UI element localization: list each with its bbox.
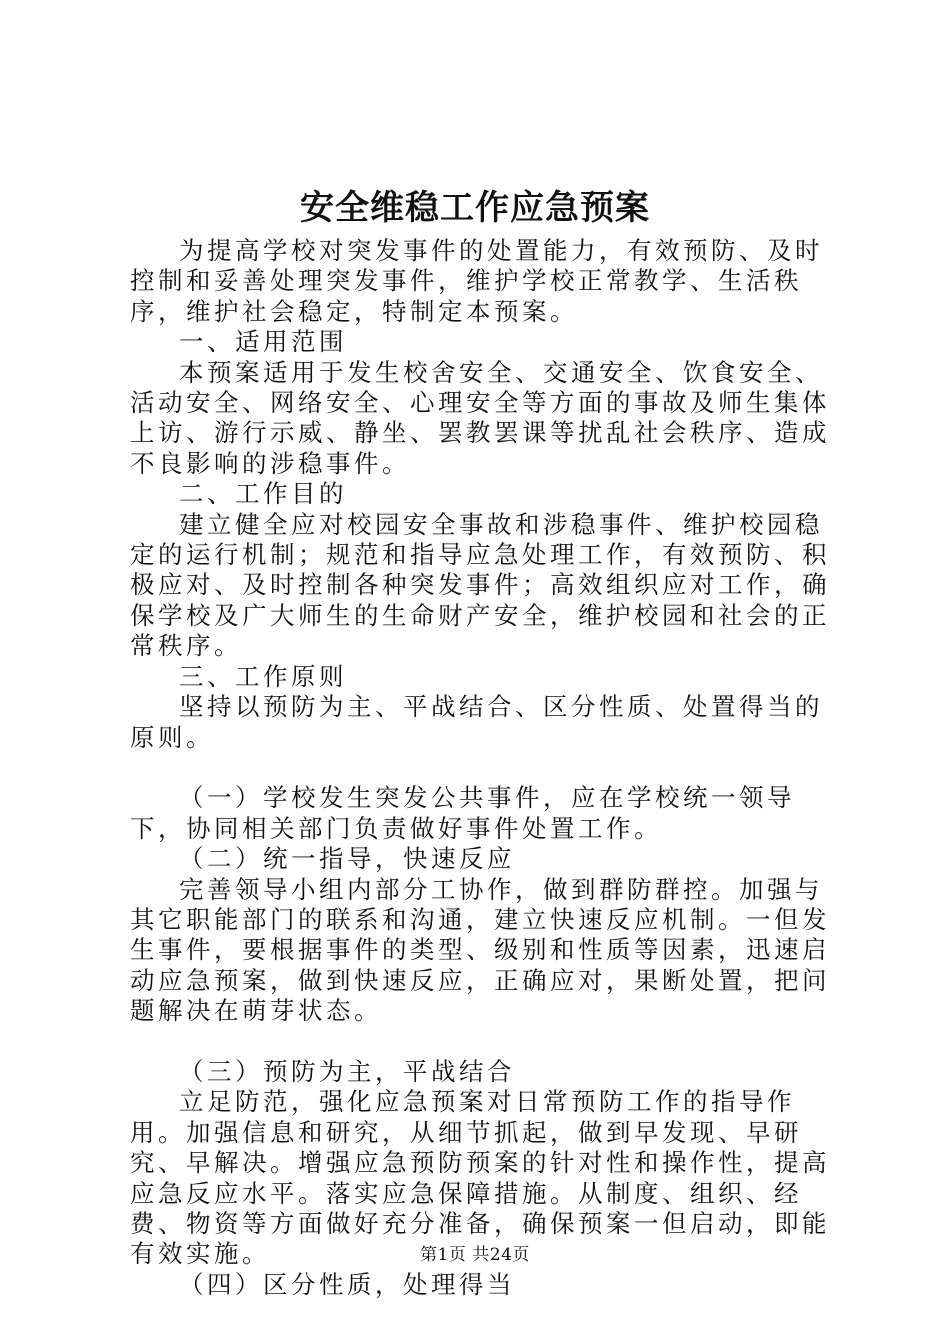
section-heading-purpose: 二、工作目的: [179, 479, 347, 509]
principle-2-heading: （二）统一指导，快速反应: [179, 844, 515, 874]
section-heading-principles: 三、工作原则: [179, 661, 347, 691]
principle-1-paragraph: （一）学校发生突发公共事件，应在学校统一领导下，协同相关部门负责做好事件处置工作。: [130, 783, 795, 843]
purpose-paragraph: 建立健全应对校园安全事故和涉稳事件、维护校园稳定的运行机制；规范和指导应急处理工作，有效预防、积极应对、及时控制各种突发事件；高效组织应对工作，确保学校及广大师生的生命财产安全，维护校园和社会的正常秩序。: [130, 509, 830, 661]
paragraph-gap: [130, 753, 842, 783]
principle-3-heading: （三）预防为主，平战结合: [179, 1056, 515, 1086]
scope-paragraph: 本预案适用于发生校舍安全、交通安全、饮食安全、活动安全、网络安全、心理安全等方面的事故及师生集体上访、游行示威、静坐、罢教罢课等扰乱社会秩序、造成不良影响的涉稳事件。: [130, 357, 830, 478]
principle-3-paragraph: 立足防范，强化应急预案对日常预防工作的指导作用。加强信息和研究，从细节抓起，做到早发现、早研究、早解决。增强应急预防预案的针对性和操作性，提高应急反应水平。落实应急保障措施。从制度、组织、经费、物资等方面做好充分准备，确保预案一但启动，即能有效实施。: [130, 1087, 830, 1269]
principle-2-paragraph: 完善领导小组内部分工协作，做到群防群控。加强与其它职能部门的联系和沟通，建立快速反应机制。一但发生事件，要根据事件的类型、级别和性质等因素，迅速启动应急预案，做到快速反应，正确应对，果断处置，把问题解决在萌芽状态。: [130, 874, 830, 1026]
paragraph-gap: [130, 1027, 842, 1057]
page-footer: 第1页 共24页: [420, 1245, 530, 1265]
principles-paragraph: 坚持以预防为主、平战结合、区分性质、处置得当的原则。: [130, 692, 823, 752]
section-heading-scope: 一、适用范围: [179, 327, 347, 357]
principle-4-heading: （四）区分性质，处理得当: [179, 1269, 515, 1299]
intro-paragraph: 为提高学校对突发事件的处置能力，有效预防、及时控制和妥善处理突发事件，维护学校正常教学、生活秩序，维护社会稳定，特制定本预案。: [130, 236, 823, 326]
document-body: [130, 236, 842, 1300]
document-title: 安全维稳工作应急预案: [300, 188, 650, 228]
